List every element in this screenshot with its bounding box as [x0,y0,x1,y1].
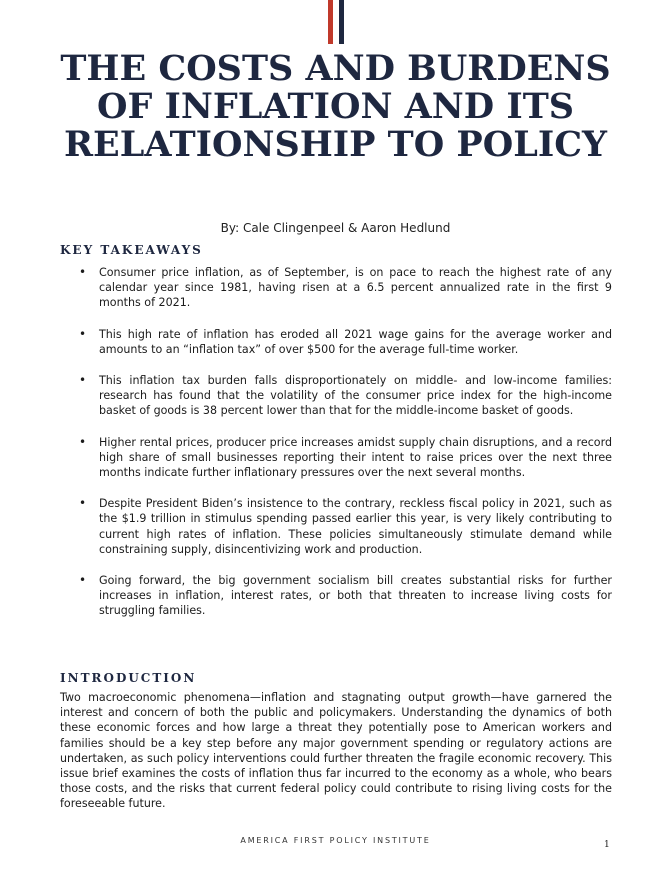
footer-organization: AMERICA FIRST POLICY INSTITUTE [240,836,431,845]
bullet-icon: • [79,326,87,341]
takeaway-item [60,435,612,481]
takeaway-text: Consumer price inflation, as of September, is on pace to reach the highest rate of any calendar year since 1981, having risen at a 6.5 percent annualized rate in the first 9 months of 2021. [99,266,612,310]
bullet-icon: • [79,496,87,511]
document-title: THE COSTS AND BURDENS OF INFLATION AND ITS RELATIONSHIP TO POLICY [60,48,611,165]
bullet-icon: • [79,265,87,279]
bullet-icon: • [79,434,87,449]
key-takeaways-list [60,265,612,635]
takeaway-text: This high rate of inflation has eroded all 2021 wage gains for the average worker and amounts to an “inflation tax” of over $500 for the average full-time worker. [99,327,612,356]
takeaway-text: This inflation tax burden falls disproportionately on middle- and low-income families: research has found that the volatility of the consumer price index for the high-income basket of goods is 38 percent lower than that for the middle-income basket of goods. [99,374,612,418]
takeaway-item [60,573,612,619]
ribbon-logo [328,0,344,44]
takeaway-text: Higher rental prices, producer price increases amidst supply chain disruptions, and a record high share of small businesses reporting their intent to raise prices over the next three months indicate further inflationary pressures over the next several months. [99,435,612,480]
takeaway-item [60,373,612,419]
bullet-icon: • [79,373,87,388]
bullet-icon: • [79,573,87,588]
introduction-paragraph: Two macroeconomic phenomena—inflation and stagnating output growth—have garnered the interest and concern of both the public and policymakers. Understanding the dynamics of both these economic forces and how large a threat they potentially pose to American workers and families should be a key step before any major government spending or regulatory actions are undertaken, as such policy interventions could further threaten the fragile economic recovery. This issue brief examines the costs of inflation thus far incurred to the economy as a whole, who bears those costs, and the risks that current federal policy could contribute to rising living costs for the foreseeable future. [60,691,612,811]
takeaway-item [60,496,612,557]
introduction-heading: INTRODUCTION [60,671,197,685]
takeaway-text: Despite President Biden’s insistence to the contrary, reckless fiscal policy in 2021, such as the $1.9 trillion in stimulus spending passed earlier this year, is very likely contributing to current high rates of inflation. These policies simultaneously stimulate demand while constraining supply, disincentivizing work and production. [99,497,612,556]
takeaway-item [60,327,612,357]
takeaway-text: Going forward, the big government socialism bill creates substantial risks for further increases in inflation, interest rates, or both that threaten to increase living costs for struggling families. [99,574,612,618]
takeaway-item [60,265,612,311]
byline: By: Cale Clingenpeel & Aaron Hedlund [220,221,451,235]
key-takeaways-heading: KEY TAKEAWAYS [60,243,203,257]
page-number: 1 [604,840,610,850]
